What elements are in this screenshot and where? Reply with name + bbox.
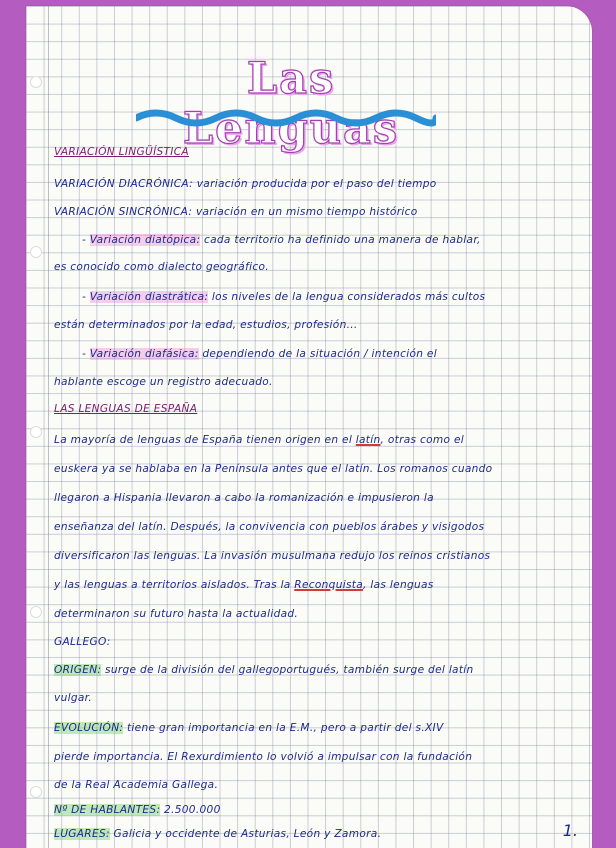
- text-line: y las lenguas a territorios aislados. Tras la Reconquista, las lenguas: [54, 579, 434, 591]
- text-line: - Variación diafásica: dependiendo de la situación / intención el: [82, 348, 437, 360]
- text-line: LUGARES: Galicia y occidente de Asturias, León y Zamora.: [54, 828, 382, 840]
- text-line: EVOLUCIÓN: tiene gran importancia en la E.M., pero a partir del s.XIV: [54, 722, 444, 734]
- text-line: vulgar.: [54, 692, 92, 704]
- text-line: están determinados por la edad, estudios, profesión...: [54, 319, 358, 331]
- text-line: - Variación diatópica: cada territorio ha definido una manera de hablar,: [82, 234, 481, 246]
- binder-hole: [30, 426, 42, 438]
- text-line: - Variación diastrática: los niveles de la lengua considerados más cultos: [82, 291, 486, 303]
- text-line: llegaron a Hispania llevaron a cabo la romanización e impusieron la: [54, 492, 434, 504]
- text-line: La mayoría de lenguas de España tienen origen en el latín, otras como el: [54, 434, 465, 446]
- text-line: de la Real Academia Gallega.: [54, 779, 219, 791]
- binder-hole: [30, 76, 42, 88]
- text-line: enseñanza del latín. Después, la convivencia con pueblos árabes y visigodos: [54, 521, 485, 533]
- text-line: determinaron su futuro hasta la actualidad.: [54, 608, 299, 620]
- text-line: VARIACIÓN DIACRÓNICA: variación producida por el paso del tiempo: [54, 178, 437, 190]
- text-line: VARIACIÓN SINCRÓNICA: variación en un mismo tiempo histórico: [54, 206, 418, 218]
- page-number: 1.: [562, 821, 578, 840]
- binder-hole: [30, 606, 42, 618]
- text-line: diversificaron las lenguas. La invasión musulmana redujo los reinos cristianos: [54, 550, 491, 562]
- margin-line: [48, 6, 49, 848]
- text-line: hablante escoge un registro adecuado.: [54, 376, 273, 388]
- text-line: pierde importancia. El Rexurdimiento lo volvió a impulsar con la fundación: [54, 751, 473, 763]
- text-line: Nº DE HABLANTES: 2.500.000: [54, 804, 221, 816]
- page-title: Las Lenguas: [182, 54, 400, 154]
- heading-gallego: GALLEGO:: [54, 636, 111, 648]
- heading-variacion: VARIACIÓN LINGÜÍSTICA: [54, 146, 189, 158]
- notebook-page: [26, 6, 592, 848]
- text-line: ORIGEN: surge de la división del gallegoportugués, también surge del latín: [54, 664, 474, 676]
- binder-hole: [30, 246, 42, 258]
- binder-hole: [30, 786, 42, 798]
- text-line: euskera ya se hablaba en la Península antes que el latín. Los romanos cuando: [54, 463, 493, 475]
- text-line: es conocido como dialecto geográfico.: [54, 261, 269, 273]
- heading-lenguas-espana: LAS LENGUAS DE ESPAÑA: [54, 403, 198, 415]
- wave-decoration: [136, 106, 436, 134]
